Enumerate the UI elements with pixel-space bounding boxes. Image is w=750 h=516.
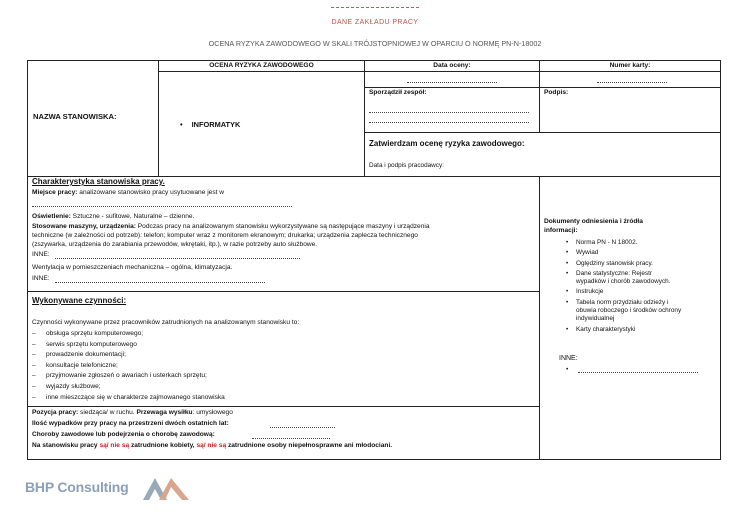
list-item: – inne mieszczące się w charakterze zajmowanego stanowiska [32, 393, 225, 404]
header-divider [331, 7, 419, 8]
list-item: • Instrukcje [566, 288, 681, 296]
list-item: • Tabela norm przydziału odzieży i [566, 299, 681, 307]
list-item: – serwis sprzętu komputerowego [32, 340, 225, 351]
data-podpis-label: Data i podpis pracodawcy: [369, 162, 444, 169]
choroby: Choroby zawodowe lub podejrzenia o chorobę zawodową: [32, 431, 215, 438]
list-item: – wyjazdy służbowe; [32, 382, 225, 393]
inne-1: INNE: [32, 251, 50, 258]
dokumenty-inne-bullet: • [566, 366, 569, 373]
list-item: – konsultacje telefoniczne; [32, 361, 225, 372]
charakterystyka-title: Charakterystyka stanowiska pracy. [32, 177, 165, 186]
list-item: • Norma PN - N 18002. [566, 239, 681, 247]
czynnosci-intro: Czynności wykonywane przez pracowników zatrudnionych na analizowanym stanowisku to: [32, 319, 300, 326]
wentylacja: Wentylacja w pomieszczeniach mechaniczna – ogólna, klimatyzacja. [32, 264, 233, 271]
maszyny-line-1: Stosowane maszyny, urządzenia: Podczas pracy na analizowanym stanowisku wykorzystywane są następujące maszyny i urządzenia [32, 223, 430, 230]
choroby-dots [252, 438, 330, 439]
zatwierdzam-label: Zatwierdzam ocenę ryzyka zawodowego: [369, 139, 525, 148]
inne-2-dots [55, 282, 265, 283]
maszyny-line-2: techniczne (w zależności od potrzeb): telefon; komputer wraz z monitorem ekranowym; drukarka; urządzenia zaplecza technicznego [32, 232, 418, 239]
document-subtitle: OCENA RYZYKA ZAWODOWEGO W SKALI TRÓJSTOPNIOWEJ W OPARCIU O NORMĘ PN-N-18002 [208, 39, 542, 48]
inne-1-dots [55, 258, 300, 259]
sporzadzil-dots-2 [369, 122, 529, 123]
dokumenty-title-1: Dokumenty odniesienia i źródła [544, 218, 643, 225]
pozycja-pracy: Pozycja pracy: siedząca/ w ruchu. Przewaga wysiłku: umysłowego [32, 409, 233, 416]
list-item: – prowadzenie dokumentacji; [32, 350, 225, 361]
dokumenty-title-2: informacji: [544, 227, 578, 234]
list-item: indywidualnej [576, 315, 615, 323]
numer-karty-value[interactable] [539, 71, 721, 88]
dokumenty-list [566, 239, 681, 334]
oswietlenie: Oświetlenie: Sztuczne - sufitowe, Naturalne – dzienne. [32, 213, 195, 220]
inne-2: INNE: [32, 275, 50, 282]
czynnosci-list [32, 329, 225, 403]
data-oceny-value[interactable] [364, 71, 540, 88]
position-value: • INFORMATYK [180, 120, 241, 129]
podpis-label: Podpis: [544, 89, 569, 96]
wypadki-dots [270, 427, 335, 428]
ocena-header: OCENA RYZYKA ZAWODOWEGO [209, 62, 314, 69]
miejsce-dots [32, 206, 292, 207]
sporzadzil-label: Sporządził zespół: [369, 89, 427, 96]
miejsce-pracy: Miejsce pracy: analizowane stanowisko pracy usytuowane jest w [32, 189, 225, 196]
list-item: • Dane statystyczne: Rejestr [566, 270, 681, 278]
dokumenty-inne: INNE: [559, 355, 578, 362]
list-item: • Karty charakterystyki [566, 326, 681, 334]
position-name-label: NAZWA STANOWISKA: [33, 112, 117, 121]
list-item: obuwia roboczego i środków ochrony [576, 307, 682, 315]
list-item: • Oględziny stanowisk pracy. [566, 260, 681, 268]
logo-mark-icon [141, 476, 191, 502]
numer-karty-dots [597, 82, 667, 83]
company-title: DANE ZAKŁADU PRACY [331, 19, 419, 26]
logo-text: BHP Consulting [25, 479, 129, 495]
zatrudnione: Na stanowisku pracy są/ nie są zatrudnione kobiety, są/ nie są zatrudnione osoby niepełnosprawne ani młodociani. [32, 442, 393, 449]
sporzadzil-dots-1 [369, 112, 529, 113]
dokumenty-inne-dots [578, 372, 698, 373]
czynnosci-title: Wykonywane czynności: [32, 296, 127, 305]
list-item: – przyjmowanie zgłoszeń o awariach i usterkach sprzętu; [32, 371, 225, 382]
numer-karty-label: Numer karty: [609, 62, 651, 69]
list-item: – obsługa sprzętu komputerowego; [32, 329, 225, 340]
list-item: • Wywiad [566, 249, 681, 257]
data-oceny-label: Data oceny: [433, 62, 471, 69]
list-item: wypadków i chorób zawodowych. [576, 278, 671, 286]
wypadki: Ilość wypadków przy pracy na przestrzeni dwóch ostatnich lat: [32, 420, 229, 427]
maszyny-line-3: (zszywarka, urządzenia do zarabiania przewodów, wkrętaki, itp.), w razie potrzeby auto służbowe. [32, 241, 318, 248]
data-oceny-dots [407, 82, 497, 83]
